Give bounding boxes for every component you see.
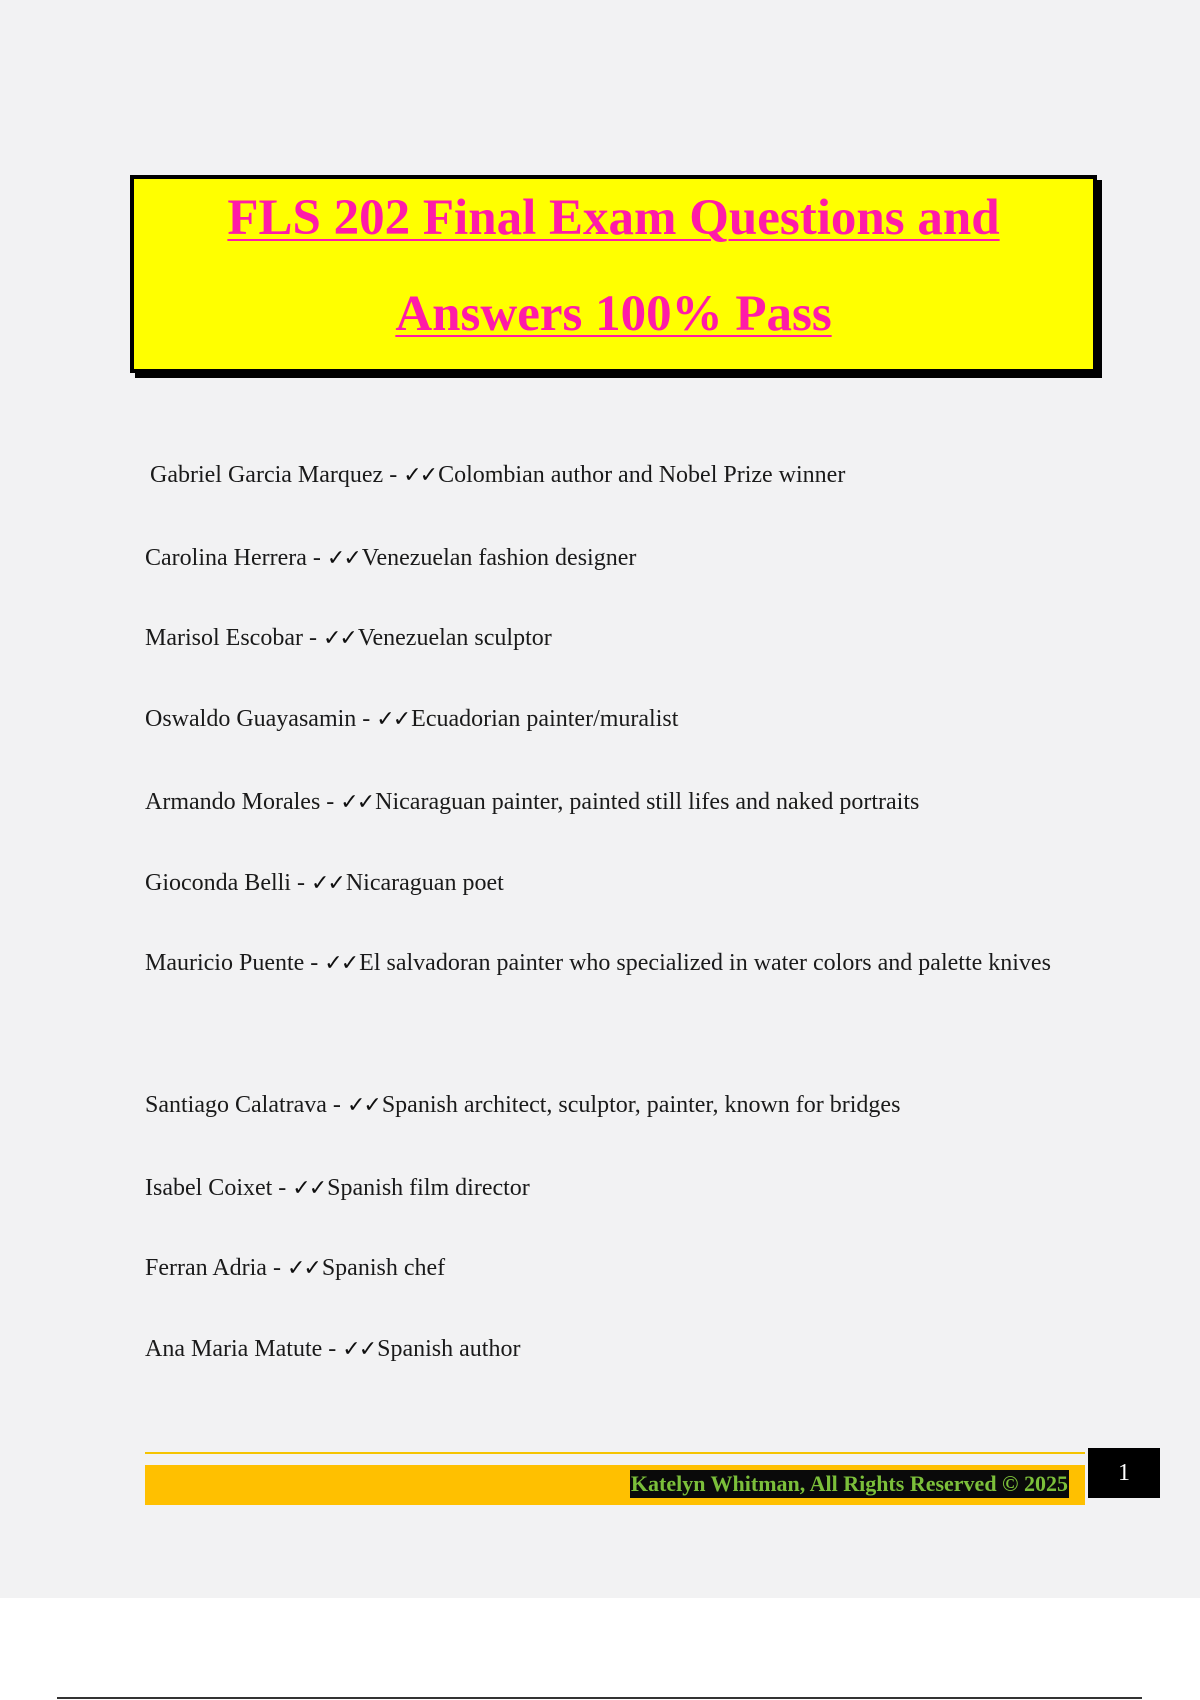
entry-definition: Spanish author	[377, 1336, 521, 1362]
entry-definition: El salvadoran painter who specialized in water colors and palette knives	[359, 950, 1051, 976]
entry-gioconda-belli	[145, 868, 504, 899]
double-check-icon: ✓✓	[292, 1176, 326, 1201]
entry-term: Armando Morales -	[145, 789, 341, 815]
entry-term: Marisol Escobar -	[145, 625, 323, 651]
double-check-icon: ✓✓	[324, 951, 358, 976]
double-check-icon: ✓✓	[310, 871, 344, 896]
footer-divider	[145, 1452, 1085, 1454]
entry-definition: Spanish chef	[321, 1255, 446, 1281]
entry-ferran-adria	[145, 1253, 445, 1284]
entry-definition: Venezuelan fashion designer	[361, 545, 637, 571]
entry-term: Gioconda Belli -	[145, 870, 311, 896]
entry-definition: Spanish architect, sculptor, painter, known for bridges	[381, 1092, 901, 1118]
double-check-icon: ✓✓	[376, 707, 410, 732]
title-line-2: Answers 100% Pass	[395, 286, 832, 342]
entry-term: Mauricio Puente -	[145, 950, 325, 976]
double-check-icon: ✓✓	[326, 546, 360, 571]
double-check-icon: ✓✓	[340, 790, 374, 815]
entry-definition: Colombian author and Nobel Prize winner	[438, 462, 846, 488]
entry-term: Santiago Calatrava -	[145, 1092, 347, 1118]
entry-term: Isabel Coixet -	[145, 1175, 293, 1201]
entry-santiago-calatrava	[145, 1090, 900, 1121]
entry-carolina-herrera	[145, 543, 636, 574]
title-line-1: FLS 202 Final Exam Questions and	[227, 190, 1000, 246]
double-check-icon: ✓✓	[346, 1093, 380, 1118]
double-check-icon: ✓✓	[322, 626, 356, 651]
entry-definition: Ecuadorian painter/muralist	[411, 706, 679, 732]
bottom-divider	[57, 1697, 1142, 1699]
double-check-icon: ✓✓	[342, 1337, 376, 1362]
entry-term: Carolina Herrera -	[145, 545, 327, 571]
entry-term: Ferran Adria -	[145, 1255, 287, 1281]
entry-mauricio-puente	[145, 932, 1105, 995]
entry-definition: Nicaraguan painter, painted still lifes and naked portraits	[375, 789, 920, 815]
entry-gabriel-garcia-marquez	[150, 460, 845, 491]
entry-term: Ana Maria Matute -	[145, 1336, 343, 1362]
entry-definition: Venezuelan sculptor	[357, 625, 552, 651]
double-check-icon: ✓✓	[403, 463, 437, 488]
entry-isabel-coixet	[145, 1173, 530, 1204]
entry-term: Oswaldo Guayasamin -	[145, 706, 377, 732]
entry-oswaldo-guayasamin	[145, 704, 678, 735]
entry-ana-maria-matute	[145, 1334, 520, 1365]
page-number: 1	[1088, 1448, 1160, 1498]
footer-bar	[145, 1465, 1085, 1505]
entry-definition: Spanish film director	[327, 1175, 530, 1201]
entry-marisol-escobar	[145, 623, 552, 654]
entry-definition: Nicaraguan poet	[345, 870, 504, 896]
double-check-icon: ✓✓	[286, 1256, 320, 1281]
entry-term: Gabriel Garcia Marquez -	[150, 462, 404, 488]
entry-armando-morales	[145, 787, 919, 818]
footer-copyright: Katelyn Whitman, All Rights Reserved © 2025	[630, 1471, 1068, 1496]
title-box	[130, 175, 1097, 373]
